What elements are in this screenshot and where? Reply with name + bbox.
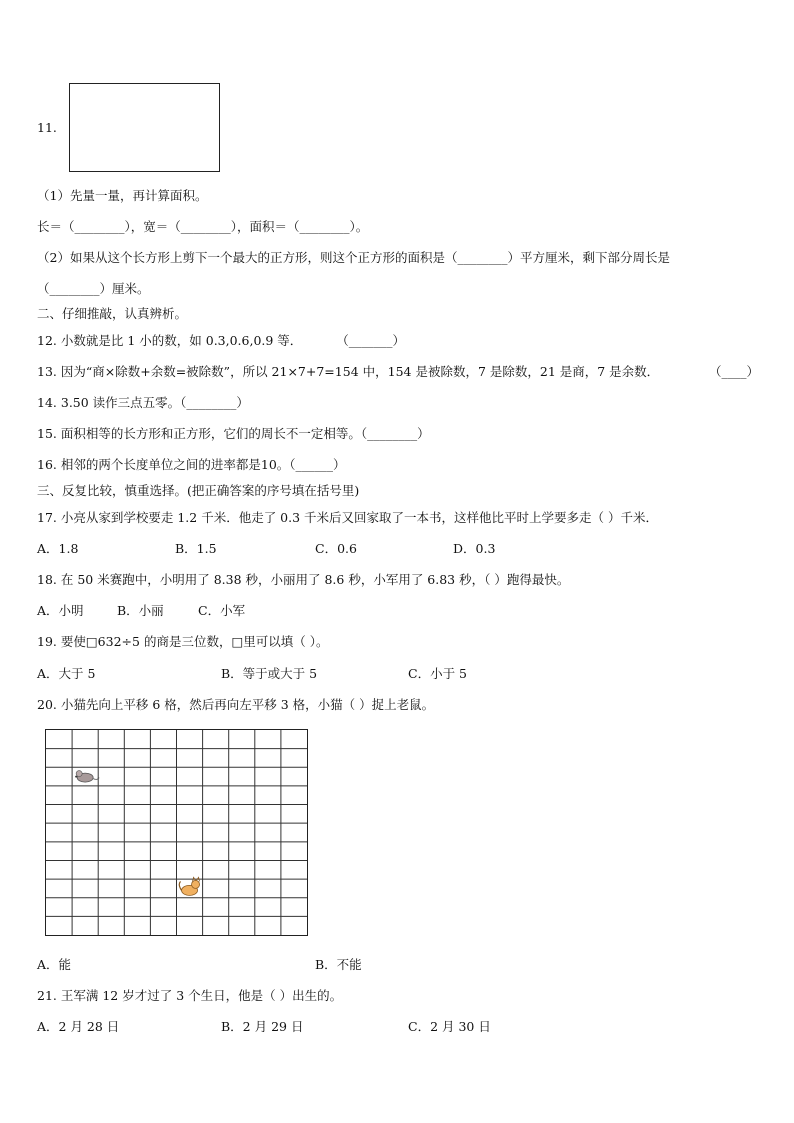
question-12-text: 小数就是比 1 小的数，如 0.3,0.6,0.9 等． <box>60 333 303 348</box>
question-12-number: 12. <box>37 333 57 348</box>
q21-option-b: B．2 月 29 日 <box>221 1019 304 1034</box>
question-13 <box>37 364 759 380</box>
question-19-number: 19. <box>37 634 57 649</box>
q11-part2-a: （2）如果从这个长方形上剪下一个最大的正方形，则这个正方形的面积是（________）平方厘米，剩下部分周长是 <box>37 250 670 265</box>
q20-option-b: B．不能 <box>315 957 362 972</box>
cat-icon <box>179 877 199 895</box>
question-21-text: 王军满 12 岁才过了 3 个生日，他是（ ）出生的。 <box>60 988 343 1003</box>
question-14-number: 14. <box>37 395 57 410</box>
question-16 <box>37 457 346 473</box>
q19-option-a: A．大于 5 <box>37 666 96 681</box>
q21-option-a: A．2 月 28 日 <box>37 1019 120 1034</box>
rectangle-figure <box>69 83 220 172</box>
question-21-number: 21. <box>37 988 57 1003</box>
q18-option-b: B．小丽 <box>117 603 164 618</box>
translation-grid <box>45 729 308 936</box>
mouse-icon <box>75 771 99 783</box>
question-16-number: 16. <box>37 457 57 472</box>
question-13-blank: （____） <box>708 364 759 379</box>
q17-option-b: B．1.5 <box>175 541 217 556</box>
question-13-number: 13. <box>37 364 57 379</box>
question-13-text: 因为“商×除数+余数=被除数”，所以 21×7+7=154 中，154 是被除数，7 是除数，21 是商，7 是余数． <box>60 364 660 379</box>
question-14 <box>37 395 249 411</box>
q11-measure-line: 长＝（________），宽＝（________），面积＝（________）。 <box>37 219 369 234</box>
q11-part2-b: （________）厘米。 <box>37 281 150 296</box>
q17-option-c: C．0.6 <box>315 541 357 556</box>
question-18-text: 在 50 米赛跑中，小明用了 8.38 秒，小丽用了 8.6 秒，小军用了 6.83 秒，（ ）跑得最快。 <box>60 572 570 587</box>
q18-option-c: C．小军 <box>198 603 246 618</box>
question-21 <box>37 988 342 1004</box>
question-20 <box>37 697 434 713</box>
question-15 <box>37 426 430 442</box>
section2-heading: 二、仔细推敲，认真辨析。 <box>37 306 188 321</box>
question-19 <box>37 634 328 650</box>
question-17 <box>37 510 658 526</box>
question-12 <box>37 333 405 349</box>
q21-option-c: C．2 月 30 日 <box>408 1019 491 1034</box>
question-20-text: 小猫先向上平移 6 格，然后再向左平移 3 格，小猫（ ）捉上老鼠。 <box>60 697 435 712</box>
q19-option-b: B．等于或大于 5 <box>221 666 318 681</box>
question-15-text: 面积相等的长方形和正方形，它们的周长不一定相等。（________） <box>60 426 430 441</box>
question-18 <box>37 572 569 588</box>
grid-svg <box>46 730 307 935</box>
question-12-blank: （_______） <box>336 333 406 348</box>
q17-option-a: A．1.8 <box>37 541 79 556</box>
section3-heading: 三、反复比较，慎重选择。(把正确答案的序号填在括号里) <box>37 483 360 498</box>
q11-part1: （1）先量一量，再计算面积。 <box>37 188 208 203</box>
q18-option-a: A．小明 <box>37 603 84 618</box>
question-18-number: 18. <box>37 572 57 587</box>
question-16-text: 相邻的两个长度单位之间的进率都是10。（______） <box>60 457 346 472</box>
question-14-text: 3.50 读作三点五零。（________） <box>60 395 249 410</box>
question-15-number: 15. <box>37 426 57 441</box>
q17-option-d: D．0.3 <box>453 541 496 556</box>
q19-option-c: C．小于 5 <box>408 666 467 681</box>
question-17-number: 17. <box>37 510 57 525</box>
question-20-number: 20. <box>37 697 57 712</box>
question-11-number: 11. <box>37 120 57 135</box>
question-19-text: 要使□632÷5 的商是三位数，□里可以填（ ）。 <box>60 634 329 649</box>
q20-option-a: A．能 <box>37 957 72 972</box>
question-17-text: 小亮从家到学校要走 1.2 千米．他走了 0.3 千米后又回家取了一本书，这样他比平时上学要多走（ ）千米． <box>60 510 659 525</box>
